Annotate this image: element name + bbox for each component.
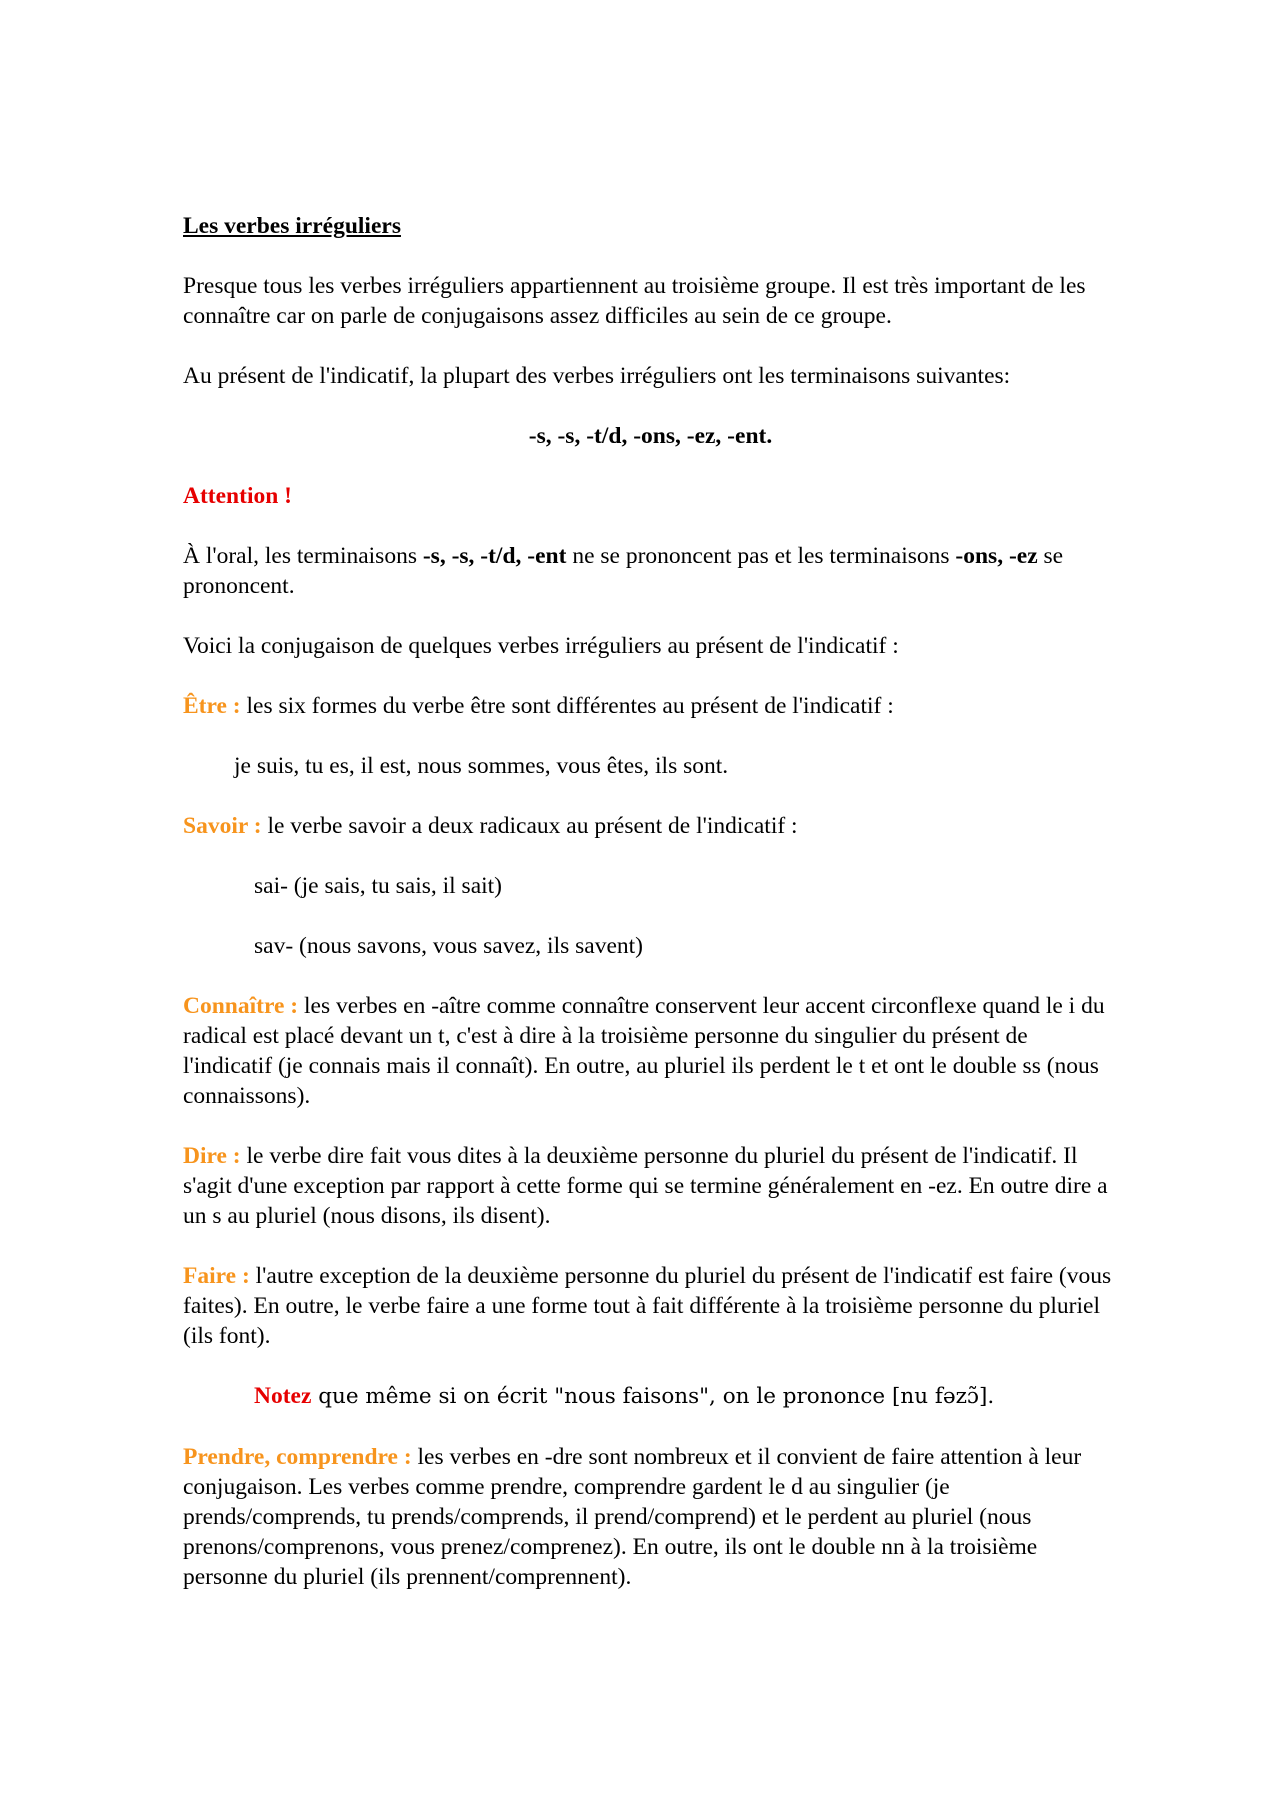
voici-paragraph: Voici la conjugaison de quelques verbes irréguliers au présent de l'indicatif : xyxy=(183,633,899,659)
connaitre-paragraph: Connaître : les verbes en -aître comme connaître conservent leur accent circonflexe quand le i du radical est placé devant un t, c'est à dire à la troisième personne du singulier du présent de l'indicatif (je connais mais il connaît). En outre, au pluriel ils perdent le t et ont le double ss (nous connaissons). xyxy=(183,993,1105,1109)
oral-paragraph: À l'oral, les terminaisons -s, -s, -t/d, -ent ne se prononcent pas et les terminaisons -ons, -ez se prononcent. xyxy=(183,543,1064,599)
endings-line: -s, -s, -t/d, -ons, -ez, -ent. xyxy=(528,423,773,449)
faire-paragraph: Faire : l'autre exception de la deuxième personne du pluriel du présent de l'indicatif est faire (vous faites). En outre, le verbe faire a une forme tout à fait différente à la troisième personne du pluriel (ils font). xyxy=(183,1263,1112,1349)
attention-heading: Attention ! xyxy=(183,483,292,509)
faire-label: Faire : xyxy=(183,1263,250,1289)
etre-label: Être : xyxy=(183,693,241,719)
etre-forms: je suis, tu es, il est, nous sommes, vous êtes, ils sont. xyxy=(234,753,729,779)
note-label: Notez xyxy=(254,1383,312,1409)
prendre-paragraph: Prendre, comprendre : les verbes en -dre sont nombreux et il convient de faire attention à leur conjugaison. Les verbes comme prendre, comprendre gardent le d au singulier (je prends/comprends, tu prends/comprends, il prend/comprend) et le perdent au pluriel (nous prenons/comprenons, vous prenez/comprenez). En outre, ils ont le double nn à la troisième personne du pluriel (ils prennent/comprennent). xyxy=(183,1444,1082,1590)
etre-paragraph: Être : les six formes du verbe être sont différentes au présent de l'indicatif : xyxy=(183,693,894,719)
dire-label: Dire : xyxy=(183,1143,241,1169)
note-paragraph: Notez que même si on écrit "nous faisons", on le prononce [nu fəzɔ̃]. xyxy=(254,1383,995,1409)
present-intro-paragraph: Au présent de l'indicatif, la plupart des verbes irréguliers ont les terminaisons suivantes: xyxy=(183,363,1011,389)
savoir-label: Savoir : xyxy=(183,813,262,839)
savoir-sav-forms: sav- (nous savons, vous savez, ils savent) xyxy=(254,933,643,959)
savoir-sai-forms: sai- (je sais, tu sais, il sait) xyxy=(254,873,503,899)
intro-paragraph: Presque tous les verbes irréguliers appartiennent au troisième groupe. Il est très important de les connaître car on parle de conjugaisons assez difficiles au sein de ce groupe. xyxy=(183,273,1086,329)
page-title: Les verbes irréguliers xyxy=(183,213,401,239)
dire-paragraph: Dire : le verbe dire fait vous dites à la deuxième personne du pluriel du présent de l'indicatif. Il s'agit d'une exception par rapport à cette forme qui se termine généralement en -ez. En outre dire a un s au pluriel (nous disons, ils disent). xyxy=(183,1143,1108,1229)
prendre-label: Prendre, comprendre : xyxy=(183,1444,412,1470)
savoir-paragraph: Savoir : le verbe savoir a deux radicaux au présent de l'indicatif : xyxy=(183,813,798,839)
document-page xyxy=(183,211,1118,1622)
connaitre-label: Connaître : xyxy=(183,993,299,1019)
